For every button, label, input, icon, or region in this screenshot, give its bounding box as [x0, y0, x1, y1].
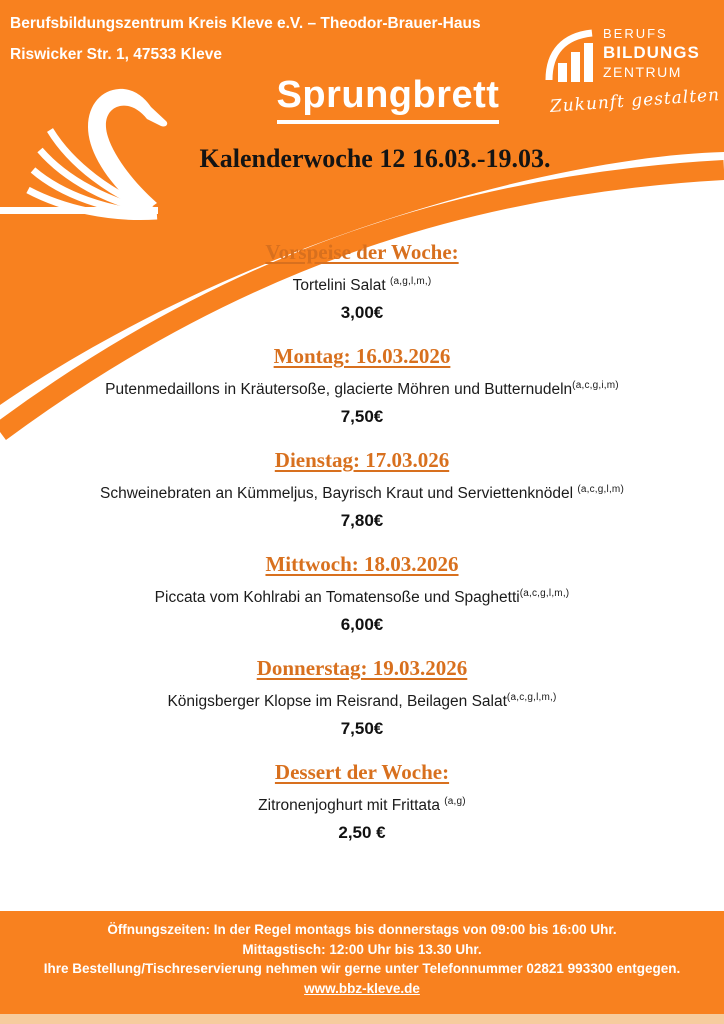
section-heading-text: Vorspeise der Woche:	[265, 240, 459, 264]
footer	[0, 911, 724, 1014]
dish-price: 2,50 €	[338, 823, 386, 842]
page-bottom-edge	[0, 1014, 724, 1024]
logo-tagline: Zukunft gestalten	[549, 85, 721, 117]
menu-section-dessert	[6, 758, 718, 846]
logo-line-berufs: BERUFS	[603, 26, 668, 41]
section-heading	[6, 446, 718, 474]
section-heading	[6, 654, 718, 682]
page-title-wrap	[52, 74, 724, 124]
logo-line-bildungs: BILDUNGS	[603, 43, 700, 62]
dish-price: 6,00€	[340, 615, 384, 634]
footer-lunch-hours: Mittagstisch: 12:00 Uhr bis 13.30 Uhr.	[242, 941, 482, 957]
dish-text: Putenmedaillons in Kräutersoße, glacierte Möhren und Butternudeln	[105, 381, 573, 398]
header-org-block	[10, 8, 481, 70]
section-heading	[6, 550, 718, 578]
menu-section-mittwoch	[6, 550, 718, 638]
menu	[6, 238, 718, 862]
section-heading	[6, 342, 718, 370]
section-heading-text: Mittwoch: 18.03.2026	[265, 552, 459, 576]
allergen-codes: (a,c,g,i,m)	[572, 380, 619, 391]
menu-section-montag	[6, 342, 718, 430]
org-name: Berufsbildungszentrum Kreis Kleve e.V. – Theodor-Brauer-Haus	[10, 15, 481, 32]
dish-line	[6, 373, 718, 402]
allergen-codes: (a,g,l,m,)	[389, 276, 432, 287]
allergen-codes: (a,g)	[444, 796, 466, 807]
dish-price: 7,50€	[340, 407, 384, 426]
section-heading	[6, 238, 718, 266]
dish-text: Zitronenjoghurt mit Frittata	[258, 797, 445, 814]
menu-section-donnerstag	[6, 654, 718, 742]
dish-line	[6, 477, 718, 506]
org-address: Riswicker Str. 1, 47533 Kleve	[10, 46, 222, 63]
dish-line	[6, 269, 718, 298]
week-heading: Kalenderwoche 12 16.03.-19.03.	[199, 144, 551, 173]
menu-section-vorspeise	[6, 238, 718, 326]
dish-price: 7,80€	[340, 511, 384, 530]
dish-price: 7,50€	[340, 719, 384, 738]
logo-line-zentrum: ZENTRUM	[603, 64, 682, 80]
allergen-codes: (a,c,g,l,m,)	[506, 692, 557, 703]
allergen-codes: (a,c,g,l,m)	[577, 484, 624, 495]
section-heading-text: Dienstag: 17.03.026	[274, 448, 450, 472]
dish-line	[6, 789, 718, 818]
section-heading-text: Donnerstag: 19.03.2026	[256, 656, 468, 680]
section-heading-text: Montag: 16.03.2026	[273, 344, 451, 368]
dish-price: 3,00€	[340, 303, 384, 322]
menu-section-dienstag	[6, 446, 718, 534]
section-heading-text: Dessert der Woche:	[274, 760, 450, 784]
dish-text: Tortelini Salat	[292, 277, 390, 294]
website-link[interactable]: www.bbz-kleve.de	[304, 980, 420, 996]
dish-text: Königsberger Klopse im Reisrand, Beilagen Salat	[167, 693, 507, 710]
allergen-codes: (a,c,g,l,m,)	[519, 588, 570, 599]
dish-text: Schweinebraten an Kümmeljus, Bayrisch Kraut und Serviettenknödel	[100, 485, 578, 502]
footer-reservation-info: Ihre Bestellung/Tischreservierung nehmen wir gerne unter Telefonnummer 02821 993300 entgegen.	[43, 961, 681, 976]
section-heading	[6, 758, 718, 786]
dish-text: Piccata vom Kohlrabi an Tomatensoße und Spaghetti	[154, 589, 520, 606]
page-title: Sprungbrett	[277, 74, 500, 124]
dish-line	[6, 581, 718, 610]
footer-opening-hours: Öffnungszeiten: In der Regel montags bis donnerstags von 09:00 bis 16:00 Uhr.	[107, 922, 617, 937]
dish-line	[6, 685, 718, 714]
